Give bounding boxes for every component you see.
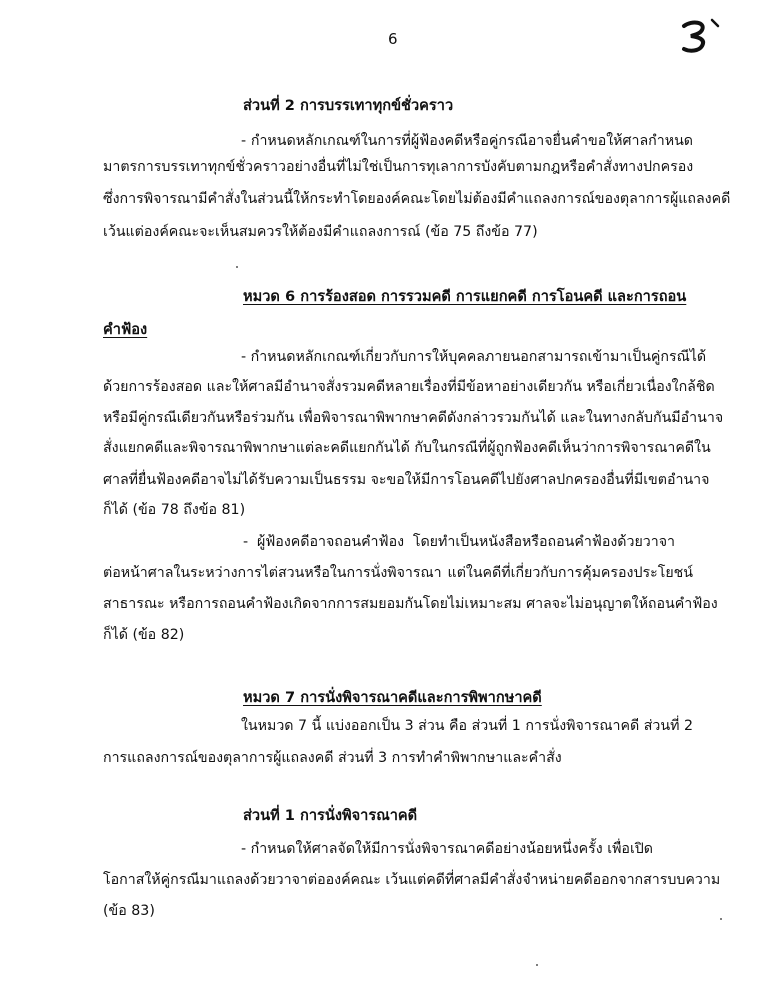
chapter-6-heading-cont: คำฟ้อง — [103, 321, 148, 338]
chapter-7-heading: หมวด 7 การนั่งพิจารณาคดีและการพิพากษาคดี — [243, 689, 542, 706]
section-2-line: มาตรการบรรเทาทุกข์ชั่วคราวอย่างอื่นที่ไม่ใช่เป็นการทุเลาการบังคับตามกฎหรือคำสั่งทางปกครอง — [103, 159, 694, 175]
section-2-line: - กำหนดหลักเกณฑ์ในการที่ผู้ฟ้องคดีหรือคู่กรณีอาจยื่นคำขอให้ศาลกำหนด — [241, 133, 693, 149]
scan-speck — [536, 964, 538, 966]
section-2-heading: ส่วนที่ 2 การบรรเทาทุกข์ชั่วคราว — [243, 97, 454, 114]
section-1-line: โอกาสให้คู่กรณีมาแถลงด้วยวาจาต่อองค์คณะ เว้นแต่คดีที่ศาลมีคำสั่งจำหน่ายคดีออกจากสารบบความ — [103, 872, 721, 888]
chapter-6-para1-line: - กำหนดหลักเกณฑ์เกี่ยวกับการให้บุคคลภายนอกสามารถเข้ามาเป็นคู่กรณีได้ — [241, 349, 707, 365]
chapter-7-line: ในหมวด 7 นี้ แบ่งออกเป็น 3 ส่วน คือ ส่วนที่ 1 การนั่งพิจารณาคดี ส่วนที่ 2 — [241, 718, 693, 734]
section-2-line: ซึ่งการพิจารณามีคำสั่งในส่วนนี้ให้กระทำโดยองค์คณะโดยไม่ต้องมีคำแถลงการณ์ของตุลาการผู้แถลงคดี — [103, 191, 731, 207]
chapter-6-para1-line: ด้วยการร้องสอด และให้ศาลมีอำนาจสั่งรวมคดีหลายเรื่องที่มีข้อหาอย่างเดียวกัน หรือเกี่ยวเนื่องใกล้ชิด — [103, 379, 715, 395]
chapter-6-para2-line: ก็ได้ (ข้อ 82) — [103, 627, 185, 643]
section-1-heading: ส่วนที่ 1 การนั่งพิจารณาคดี — [243, 807, 418, 824]
chapter-6-para2-line: - ผู้ฟ้องคดีอาจถอนคำฟ้อง โดยทำเป็นหนังสือหรือถอนคำฟ้องด้วยวาจา — [243, 534, 675, 550]
chapter-6-para1-line: หรือมีคู่กรณีเดียวกันหรือร่วมกัน เพื่อพิจารณาพิพากษาคดีดังกล่าวรวมกันได้ และในทางกลับกันมีอำนาจ — [103, 410, 724, 426]
chapter-6-para2-line: สาธารณะ หรือการถอนคำฟ้องเกิดจากการสมยอมกันโดยไม่เหมาะสม ศาลจะไม่อนุญาตให้ถอนคำฟ้อง — [103, 596, 718, 612]
chapter-6-para1-line: สั่งแยกคดีและพิจารณาพิพากษาแต่ละคดีแยกกันได้ กับในกรณีที่ผู้ถูกฟ้องคดีเห็นว่าการพิจารณาคดีใน — [103, 440, 711, 456]
chapter-6-para1-line: ก็ได้ (ข้อ 78 ถึงข้อ 81) — [103, 502, 246, 518]
section-1-line: - กำหนดให้ศาลจัดให้มีการนั่งพิจารณาคดีอย่างน้อยหนึ่งครั้ง เพื่อเปิด — [241, 841, 654, 857]
scribble-icon — [676, 16, 726, 56]
section-2-line: เว้นแต่องค์คณะจะเห็นสมควรให้ต้องมีคำแถลงการณ์ (ข้อ 75 ถึงข้อ 77) — [103, 224, 538, 240]
page-number: 6 — [388, 30, 398, 48]
chapter-6-heading: หมวด 6 การร้องสอด การรวมคดี การแยกคดี การโอนคดี และการถอน — [243, 288, 687, 305]
handwritten-mark — [676, 16, 726, 60]
chapter-6-para2-line: ต่อหน้าศาลในระหว่างการไต่สวนหรือในการนั่งพิจารณา แต่ในคดีที่เกี่ยวกับการคุ้มครองประโยชน์ — [103, 565, 693, 581]
chapter-7-line: การแถลงการณ์ของตุลาการผู้แถลงคดี ส่วนที่ 3 การทำคำพิพากษาและคำสั่ง — [103, 750, 562, 766]
scan-speck — [720, 918, 722, 920]
scan-speck — [236, 266, 238, 268]
section-1-line: (ข้อ 83) — [103, 903, 155, 919]
chapter-6-para1-line: ศาลที่ยื่นฟ้องคดีอาจไม่ได้รับความเป็นธรรม จะขอให้มีการโอนคดีไปยังศาลปกครองอื่นที่มีเขตอำนาจ — [103, 472, 710, 488]
